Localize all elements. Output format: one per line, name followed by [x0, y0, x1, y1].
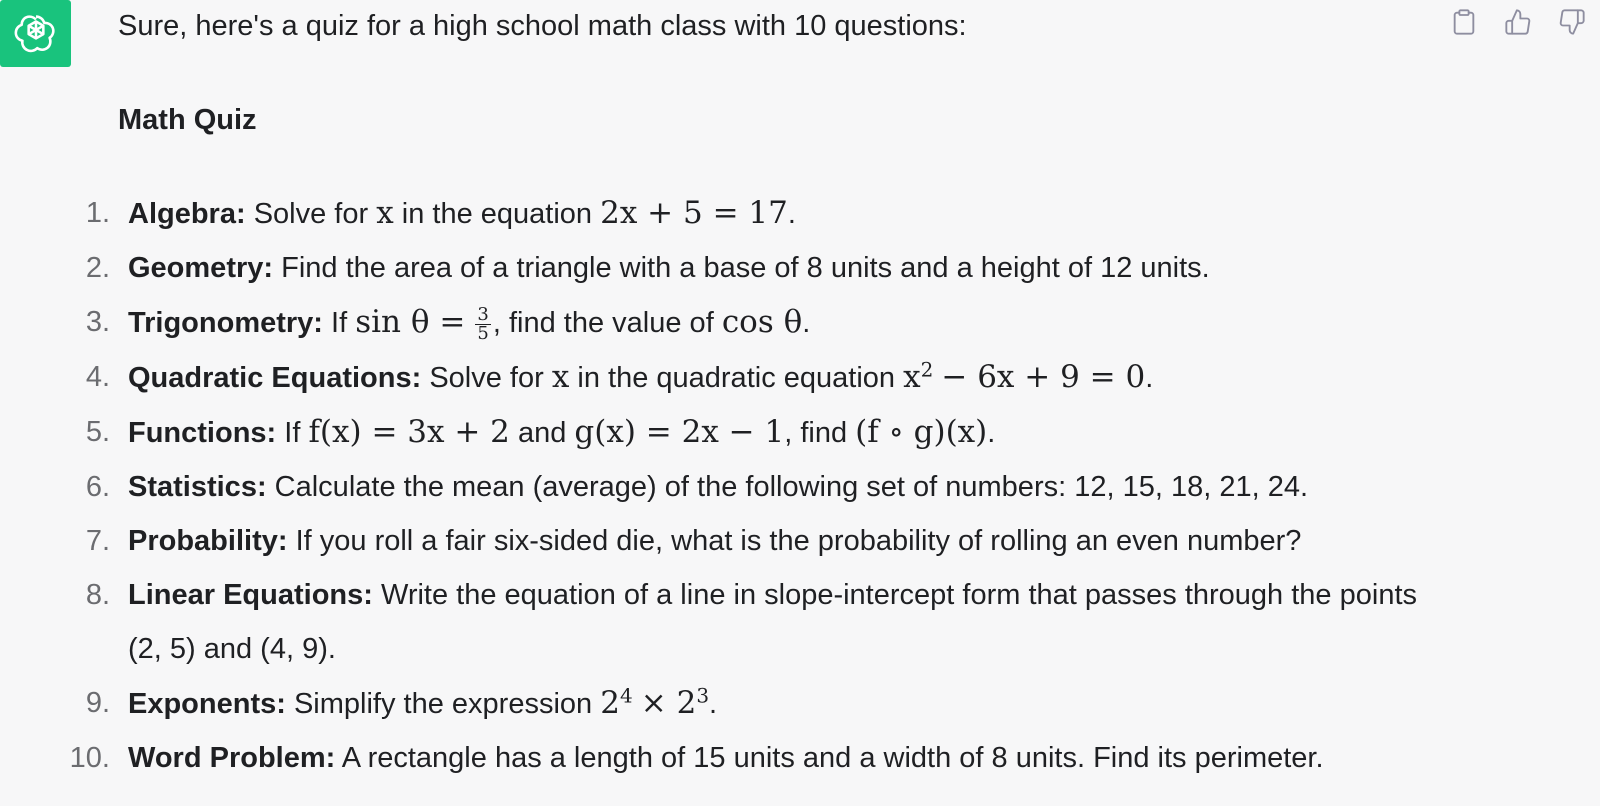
item-math: x	[903, 359, 921, 395]
item-text: Solve for	[253, 198, 369, 230]
thumbs-down-icon	[1558, 8, 1586, 36]
item-topic: Algebra:	[128, 198, 246, 230]
list-item	[58, 186, 1438, 241]
list-item	[58, 295, 1438, 350]
list-item	[58, 514, 1438, 568]
item-topic: Trigonometry:	[128, 307, 323, 339]
item-text: .	[1145, 362, 1154, 394]
item-text: , find	[784, 417, 848, 449]
list-item	[58, 731, 1438, 785]
item-number: 5.	[85, 416, 110, 448]
item-math: g(x) = 2x − 1	[574, 414, 785, 450]
item-text: Simplify the expression	[293, 688, 593, 720]
item-math: cos θ	[721, 304, 803, 340]
item-number: 10.	[69, 742, 110, 774]
item-text: and	[517, 417, 567, 449]
item-superscript: 4	[619, 683, 633, 708]
item-topic: Functions:	[128, 417, 277, 449]
item-math: x	[551, 359, 570, 395]
item-math: × 2	[640, 685, 697, 721]
item-math: (f ∘ g)(x)	[855, 414, 988, 450]
list-item	[58, 460, 1438, 514]
item-text: Solve for	[429, 362, 544, 394]
thumbs-up-icon	[1504, 8, 1532, 36]
item-math: − 6x + 9 = 0	[941, 359, 1146, 395]
item-math: 2x + 5 = 17	[600, 195, 788, 231]
list-item	[58, 350, 1438, 405]
item-number: 6.	[85, 471, 110, 503]
item-text: If	[331, 307, 348, 339]
item-text: in the quadratic equation	[577, 362, 896, 394]
item-text: If	[284, 417, 301, 449]
quiz-title: Math Quiz	[118, 104, 257, 136]
list-item	[58, 241, 1438, 295]
item-text: Find the area of a triangle with a base of 8 units and a height of 12 units.	[281, 252, 1210, 284]
item-number: 8.	[85, 579, 110, 611]
item-text: If you roll a fair six-sided die, what is the probability of rolling an even number?	[295, 525, 1302, 557]
fraction-denominator: 5	[477, 322, 489, 344]
item-math: f(x) = 3x + 2	[308, 414, 510, 450]
item-text: , find the value of	[492, 307, 714, 339]
item-topic: Probability:	[128, 525, 288, 557]
item-topic: Statistics:	[128, 471, 267, 503]
item-topic: Linear Equations:	[128, 579, 373, 611]
item-number: 2.	[85, 252, 110, 284]
item-text: A rectangle has a length of 15 units and a width of 8 units. Find its perimeter.	[341, 742, 1324, 774]
item-topic: Exponents:	[128, 688, 286, 720]
message-actions	[1448, 6, 1588, 38]
item-number: 7.	[85, 525, 110, 557]
item-math: x	[376, 195, 394, 231]
list-item	[58, 676, 1438, 731]
item-text: .	[802, 307, 811, 339]
item-topic: Word Problem:	[128, 742, 336, 774]
item-topic: Geometry:	[128, 252, 274, 284]
item-text: Write the equation of a line in slope-intercept form that passes through the points (2, 5) and (4, 9).	[128, 579, 1417, 665]
list-item	[58, 405, 1438, 460]
item-topic: Quadratic Equations:	[128, 362, 422, 394]
copy-button[interactable]	[1448, 6, 1480, 38]
item-number: 3.	[85, 306, 110, 338]
item-number: 9.	[85, 687, 110, 719]
item-superscript: 3	[696, 683, 710, 708]
assistant-avatar	[0, 0, 71, 67]
item-superscript: 2	[920, 357, 934, 382]
fraction	[475, 303, 490, 344]
item-number: 4.	[85, 361, 110, 393]
item-text: Calculate the mean (average) of the following set of numbers: 12, 15, 18, 21, 24.	[274, 471, 1309, 503]
fraction-numerator: 3	[477, 303, 489, 325]
copy-icon	[1450, 8, 1478, 36]
question-list	[58, 186, 1438, 785]
item-text: in the equation	[401, 198, 593, 230]
item-text: .	[987, 417, 996, 449]
list-item	[58, 568, 1438, 676]
item-text: .	[787, 198, 796, 230]
thumbs-down-button[interactable]	[1556, 6, 1588, 38]
thumbs-up-button[interactable]	[1502, 6, 1534, 38]
item-text: .	[709, 688, 718, 720]
item-math: sin θ =	[355, 304, 466, 340]
openai-logo-icon	[14, 12, 58, 56]
intro-text: Sure, here's a quiz for a high school math class with 10 questions:	[118, 10, 967, 42]
item-math: 2	[600, 685, 620, 721]
item-number: 1.	[85, 197, 110, 229]
